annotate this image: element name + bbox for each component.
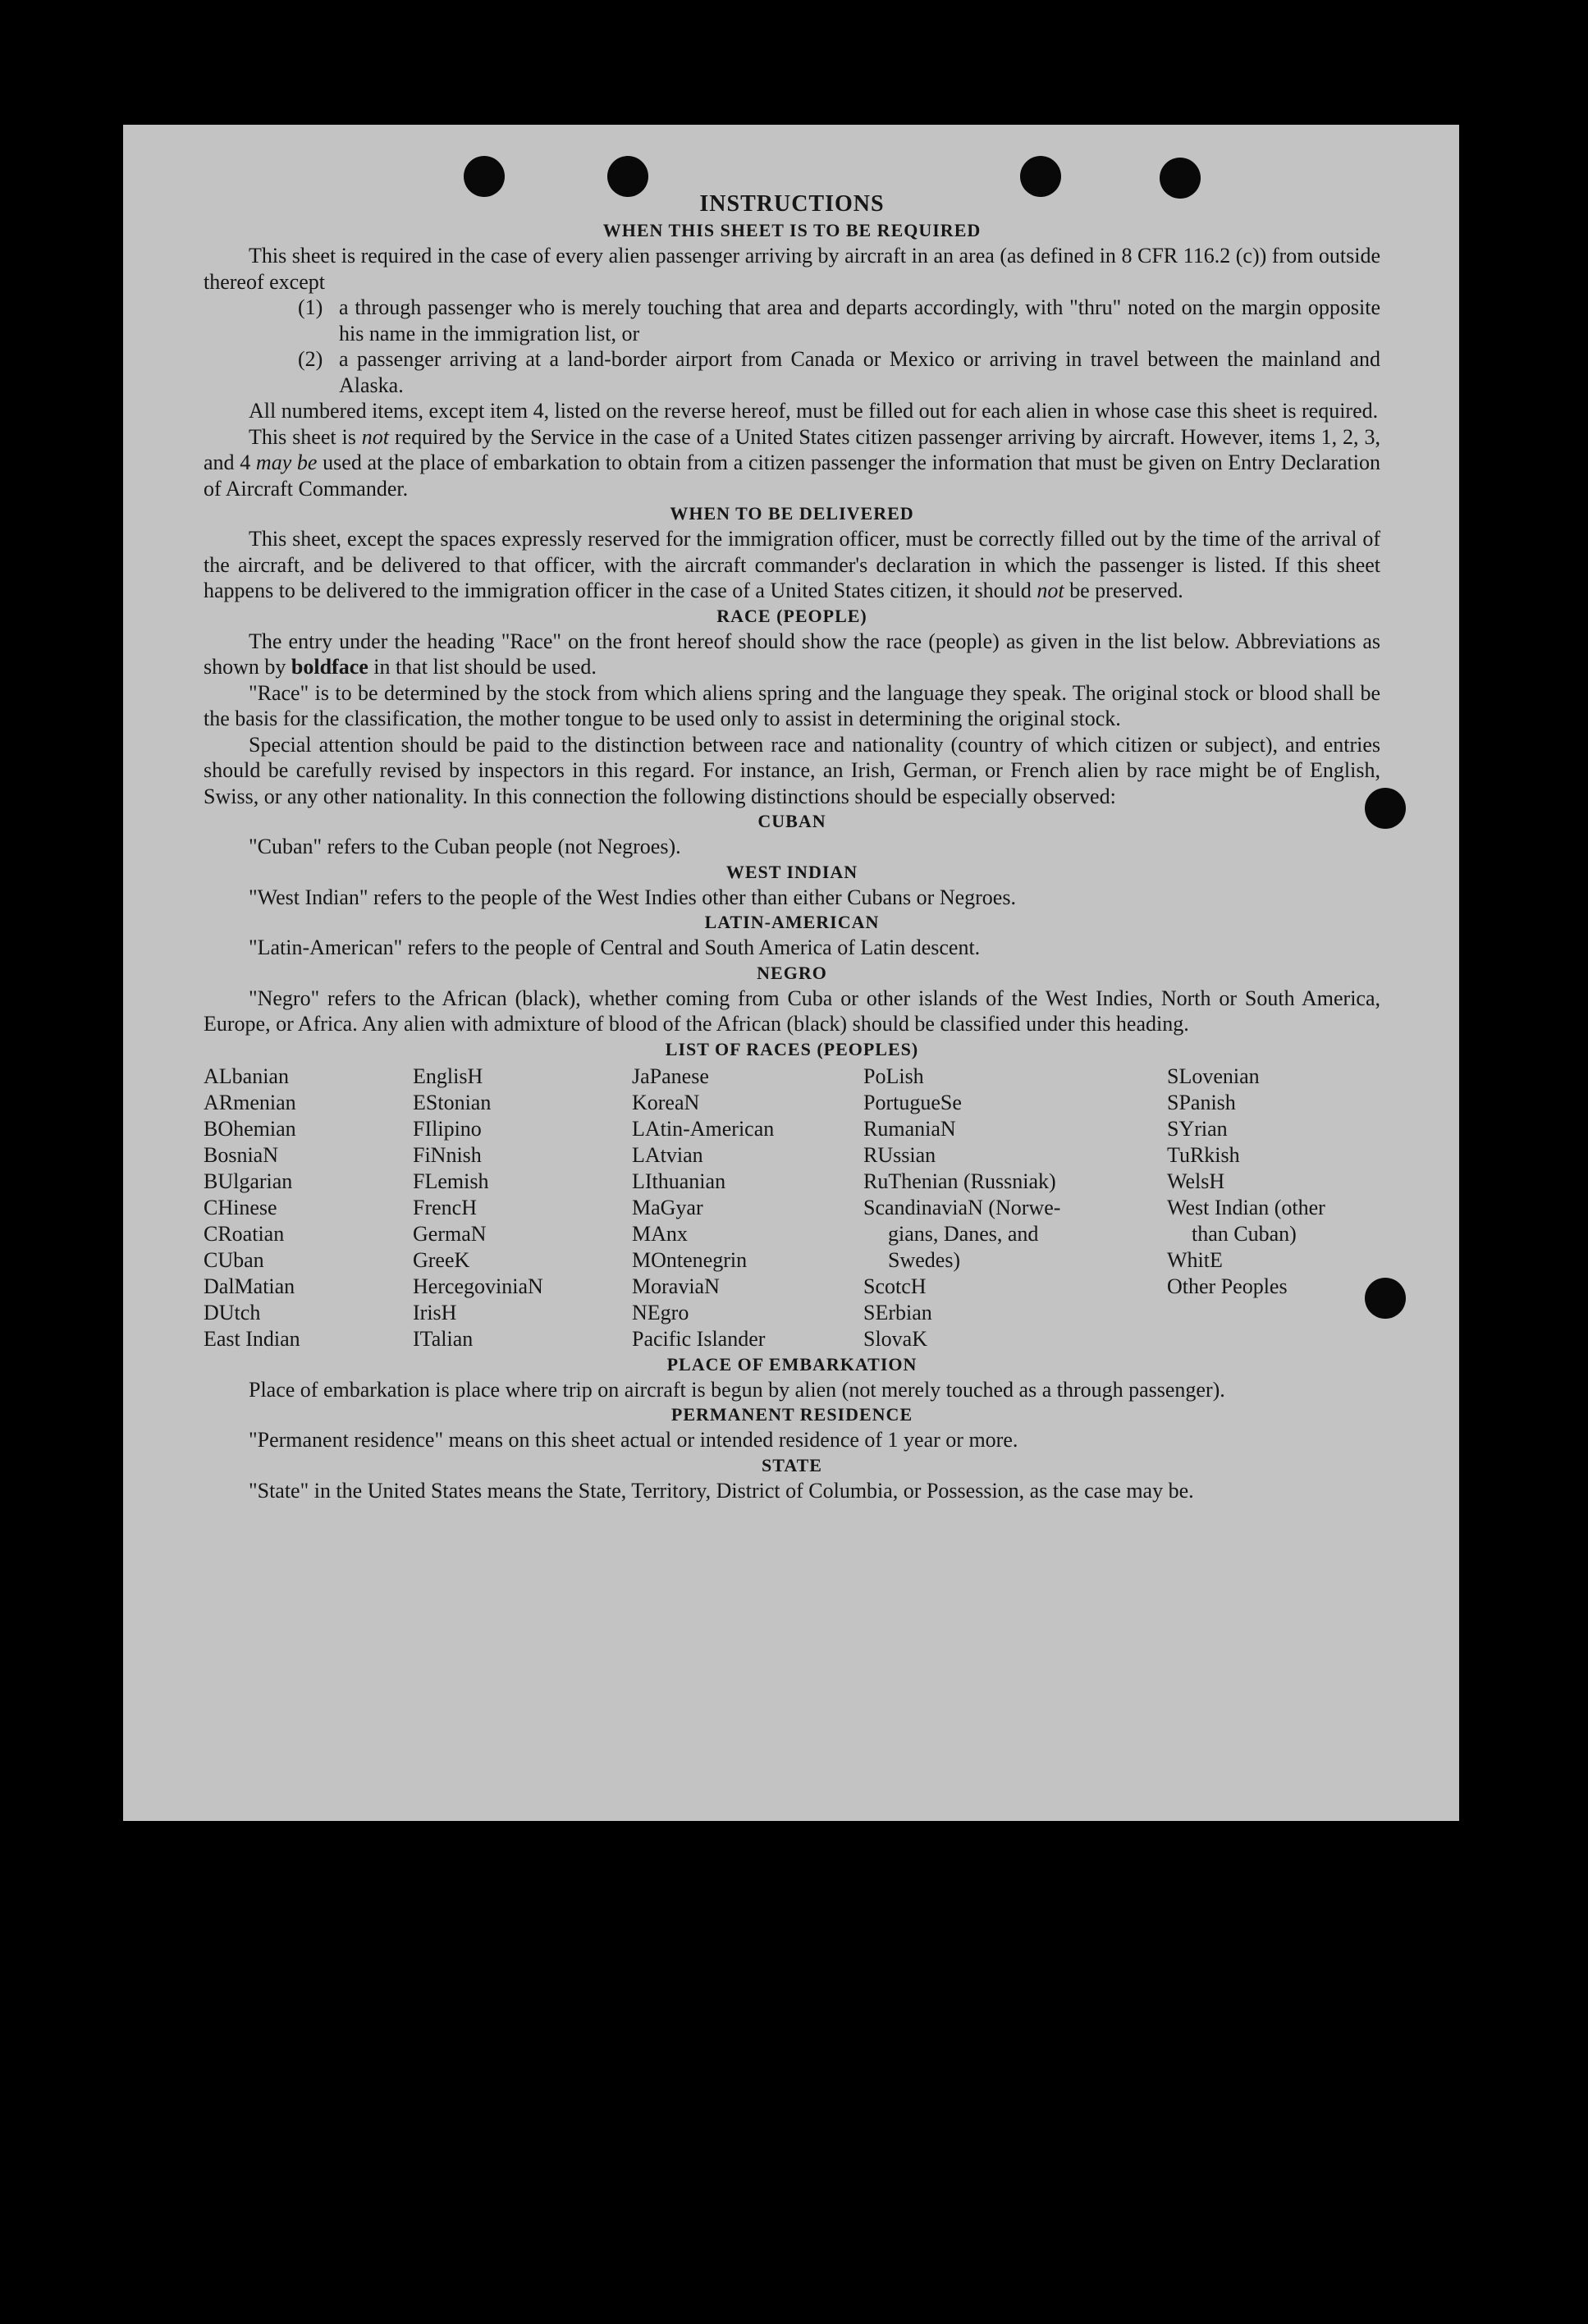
race-entry: GermaN	[413, 1221, 487, 1246]
race-entry: BosniaN	[204, 1142, 278, 1167]
race-entry: SYrian	[1167, 1116, 1228, 1141]
race-entry: ARmenian	[204, 1090, 296, 1114]
race-entry: SErbian	[863, 1300, 932, 1324]
race-entry: CUban	[204, 1247, 264, 1272]
section-heading: LIST OF RACES (PEOPLES)	[665, 1038, 919, 1059]
race-entry: ITalian	[413, 1326, 474, 1351]
race-entry: FLemish	[413, 1169, 489, 1193]
race-entry: EnglisH	[413, 1064, 483, 1088]
race-entry: East Indian	[204, 1326, 300, 1351]
race-entry: MaGyar	[632, 1195, 703, 1219]
definition-text: "West Indian" refers to the people of the West Indies other than either Cubans or Negroes.	[249, 885, 1016, 909]
item-text: a passenger arriving at a land-border airport from Canada or Mexico or arriving in travel between the mainland and Alaska.	[339, 347, 1380, 397]
paragraph: This sheet, except the spaces expressly reserved for the immigration officer, must be correctly filled out by the time of the arrival of the aircraft, and be delivered to that officer, with the aircraft commander's declaration in which the passenger is listed. If this sheet happens to be delivered to the immigration officer in the case of a United States citizen, it should not be preserved.	[204, 527, 1380, 602]
race-entry: Swedes)	[888, 1247, 961, 1272]
race-entry: FIlipino	[413, 1116, 482, 1141]
race-entry: RumaniaN	[863, 1116, 956, 1141]
race-entry: Other Peoples	[1167, 1274, 1288, 1298]
race-entry: gians, Danes, and	[888, 1221, 1039, 1246]
race-entry: GreeK	[413, 1247, 470, 1272]
race-entry: HercegoviniaN	[413, 1274, 543, 1298]
race-entry: MOntenegrin	[632, 1247, 748, 1272]
section-heading: WHEN THIS SHEET IS TO BE REQUIRED	[602, 220, 982, 240]
race-entry: EStonian	[413, 1090, 492, 1114]
race-entry: LAtvian	[632, 1142, 703, 1167]
race-entry: CRoatian	[204, 1221, 285, 1246]
paragraph: "State" in the United States means the State, Territory, District of Columbia, or Possession, as the case may be.	[249, 1478, 1194, 1503]
section-heading: LATIN-AMERICAN	[704, 912, 880, 932]
race-entry: BUlgarian	[204, 1169, 293, 1193]
race-entry: ScandinaviaN (Norwe-	[863, 1195, 1061, 1219]
race-entry: SLovenian	[1167, 1064, 1260, 1088]
race-entry: MAnx	[632, 1221, 688, 1246]
race-entry: MoraviaN	[632, 1274, 720, 1298]
instructions-content	[204, 190, 1380, 1503]
race-entry: KoreaN	[632, 1090, 700, 1114]
race-entry: LAtin-American	[632, 1116, 775, 1141]
definition-text: "Cuban" refers to the Cuban people (not Negroes).	[249, 835, 681, 858]
race-entry: CHinese	[204, 1195, 277, 1219]
section-heading: RACE (PEOPLE)	[716, 605, 867, 626]
race-entry: FiNnish	[413, 1142, 482, 1167]
race-entry: DalMatian	[204, 1274, 295, 1298]
race-entry: RUssian	[863, 1142, 936, 1167]
paragraph: Place of embarkation is place where trip on aircraft is begun by alien (not merely touched as a through passenger).	[249, 1377, 1225, 1402]
race-entry: RuThenian (Russniak)	[863, 1169, 1056, 1193]
paragraph: The entry under the heading "Race" on the front hereof should show the race (people) as given in the list below. Abbreviations as shown by boldface in that list should be used.	[204, 629, 1380, 679]
list-item	[298, 346, 1380, 398]
section-heading: WEST INDIAN	[725, 861, 858, 882]
race-entry: WelsH	[1167, 1169, 1225, 1193]
race-entry: DUtch	[204, 1300, 261, 1324]
race-entry: JaPanese	[632, 1064, 709, 1088]
race-entry: TuRkish	[1167, 1142, 1240, 1167]
race-entry: IrisH	[413, 1300, 457, 1324]
paragraph: Special attention should be paid to the distinction between race and nationality (country of which citizen or subject), and entries should be carefully revised by inspectors in this regard. For instance, an Irish, German, or French alien by race might be of English, Swiss, or any other nationality. In this connection the following distinctions should be especially observed:	[204, 732, 1380, 808]
section-heading: STATE	[762, 1454, 822, 1475]
race-entry: PortugueSe	[863, 1090, 962, 1114]
race-entry: PoLish	[863, 1064, 924, 1088]
paragraph: "Race" is to be determined by the stock from which aliens spring and the language they speak. The original stock or blood shall be the basis for the classification, the mother tongue to be used only to assist in determining the original stock.	[204, 680, 1380, 730]
section-heading: CUBAN	[757, 811, 826, 831]
race-entry: LIthuanian	[632, 1169, 726, 1193]
item-text: a through passenger who is merely touching that area and departs accordingly, with "thru" noted on the margin opposite his name in the immigration list, or	[339, 295, 1380, 345]
race-entry: WhitE	[1167, 1247, 1223, 1272]
race-column	[863, 1064, 1167, 1352]
race-list	[204, 1064, 1380, 1352]
race-entry: West Indian (other	[1167, 1195, 1325, 1219]
section-heading: NEGRO	[757, 962, 827, 983]
list-item	[298, 295, 1380, 346]
race-entry: ScotcH	[863, 1274, 927, 1298]
race-column	[413, 1064, 632, 1352]
race-entry: SPanish	[1167, 1090, 1236, 1114]
race-entry: Pacific Islander	[632, 1326, 766, 1351]
paragraph: This sheet is not required by the Service in the case of a United States citizen passenger arriving by aircraft. However, items 1, 2, 3, and 4 may be used at the place of embarkation to obtain from a citizen passenger the information that must be given on Entry Declaration of Aircraft Commander.	[204, 424, 1380, 501]
race-entry: SlovaK	[863, 1326, 927, 1351]
race-column	[632, 1064, 863, 1352]
item-number: (1)	[298, 295, 323, 319]
document-sheet	[123, 125, 1459, 1821]
definition-text: "Latin-American" refers to the people of Central and South America of Latin descent.	[249, 936, 981, 959]
race-entry: BOhemian	[204, 1116, 296, 1141]
section-heading: PERMANENT RESIDENCE	[670, 1404, 913, 1425]
section-heading: PLACE OF EMBARKATION	[666, 1353, 918, 1375]
paragraph: This sheet is required in the case of every alien passenger arriving by aircraft in an area (as defined in 8 CFR 116.2 (c)) from outside thereof except	[204, 244, 1380, 294]
section-heading: WHEN TO BE DELIVERED	[670, 503, 914, 524]
race-column	[1167, 1064, 1380, 1352]
race-entry: than Cuban)	[1192, 1221, 1297, 1246]
paragraph: "Negro" refers to the African (black), whether coming from Cuba or other islands of the West Indies, North or South America, Europe, or Africa. Any alien with admixture of blood of the African (black) should be classified under this heading.	[204, 986, 1380, 1036]
paragraph: All numbered items, except item 4, listed on the reverse hereof, must be filled out for each alien in whose case this sheet is required.	[249, 399, 1379, 423]
item-number: (2)	[298, 347, 323, 371]
race-entry: FrencH	[413, 1195, 477, 1219]
page-title: INSTRUCTIONS	[699, 191, 885, 217]
race-entry: NEgro	[632, 1300, 689, 1324]
definition-text: "Permanent residence" means on this sheet actual or intended residence of 1 year or more.	[249, 1428, 1018, 1452]
race-column	[204, 1064, 413, 1352]
race-entry: ALbanian	[204, 1064, 289, 1088]
